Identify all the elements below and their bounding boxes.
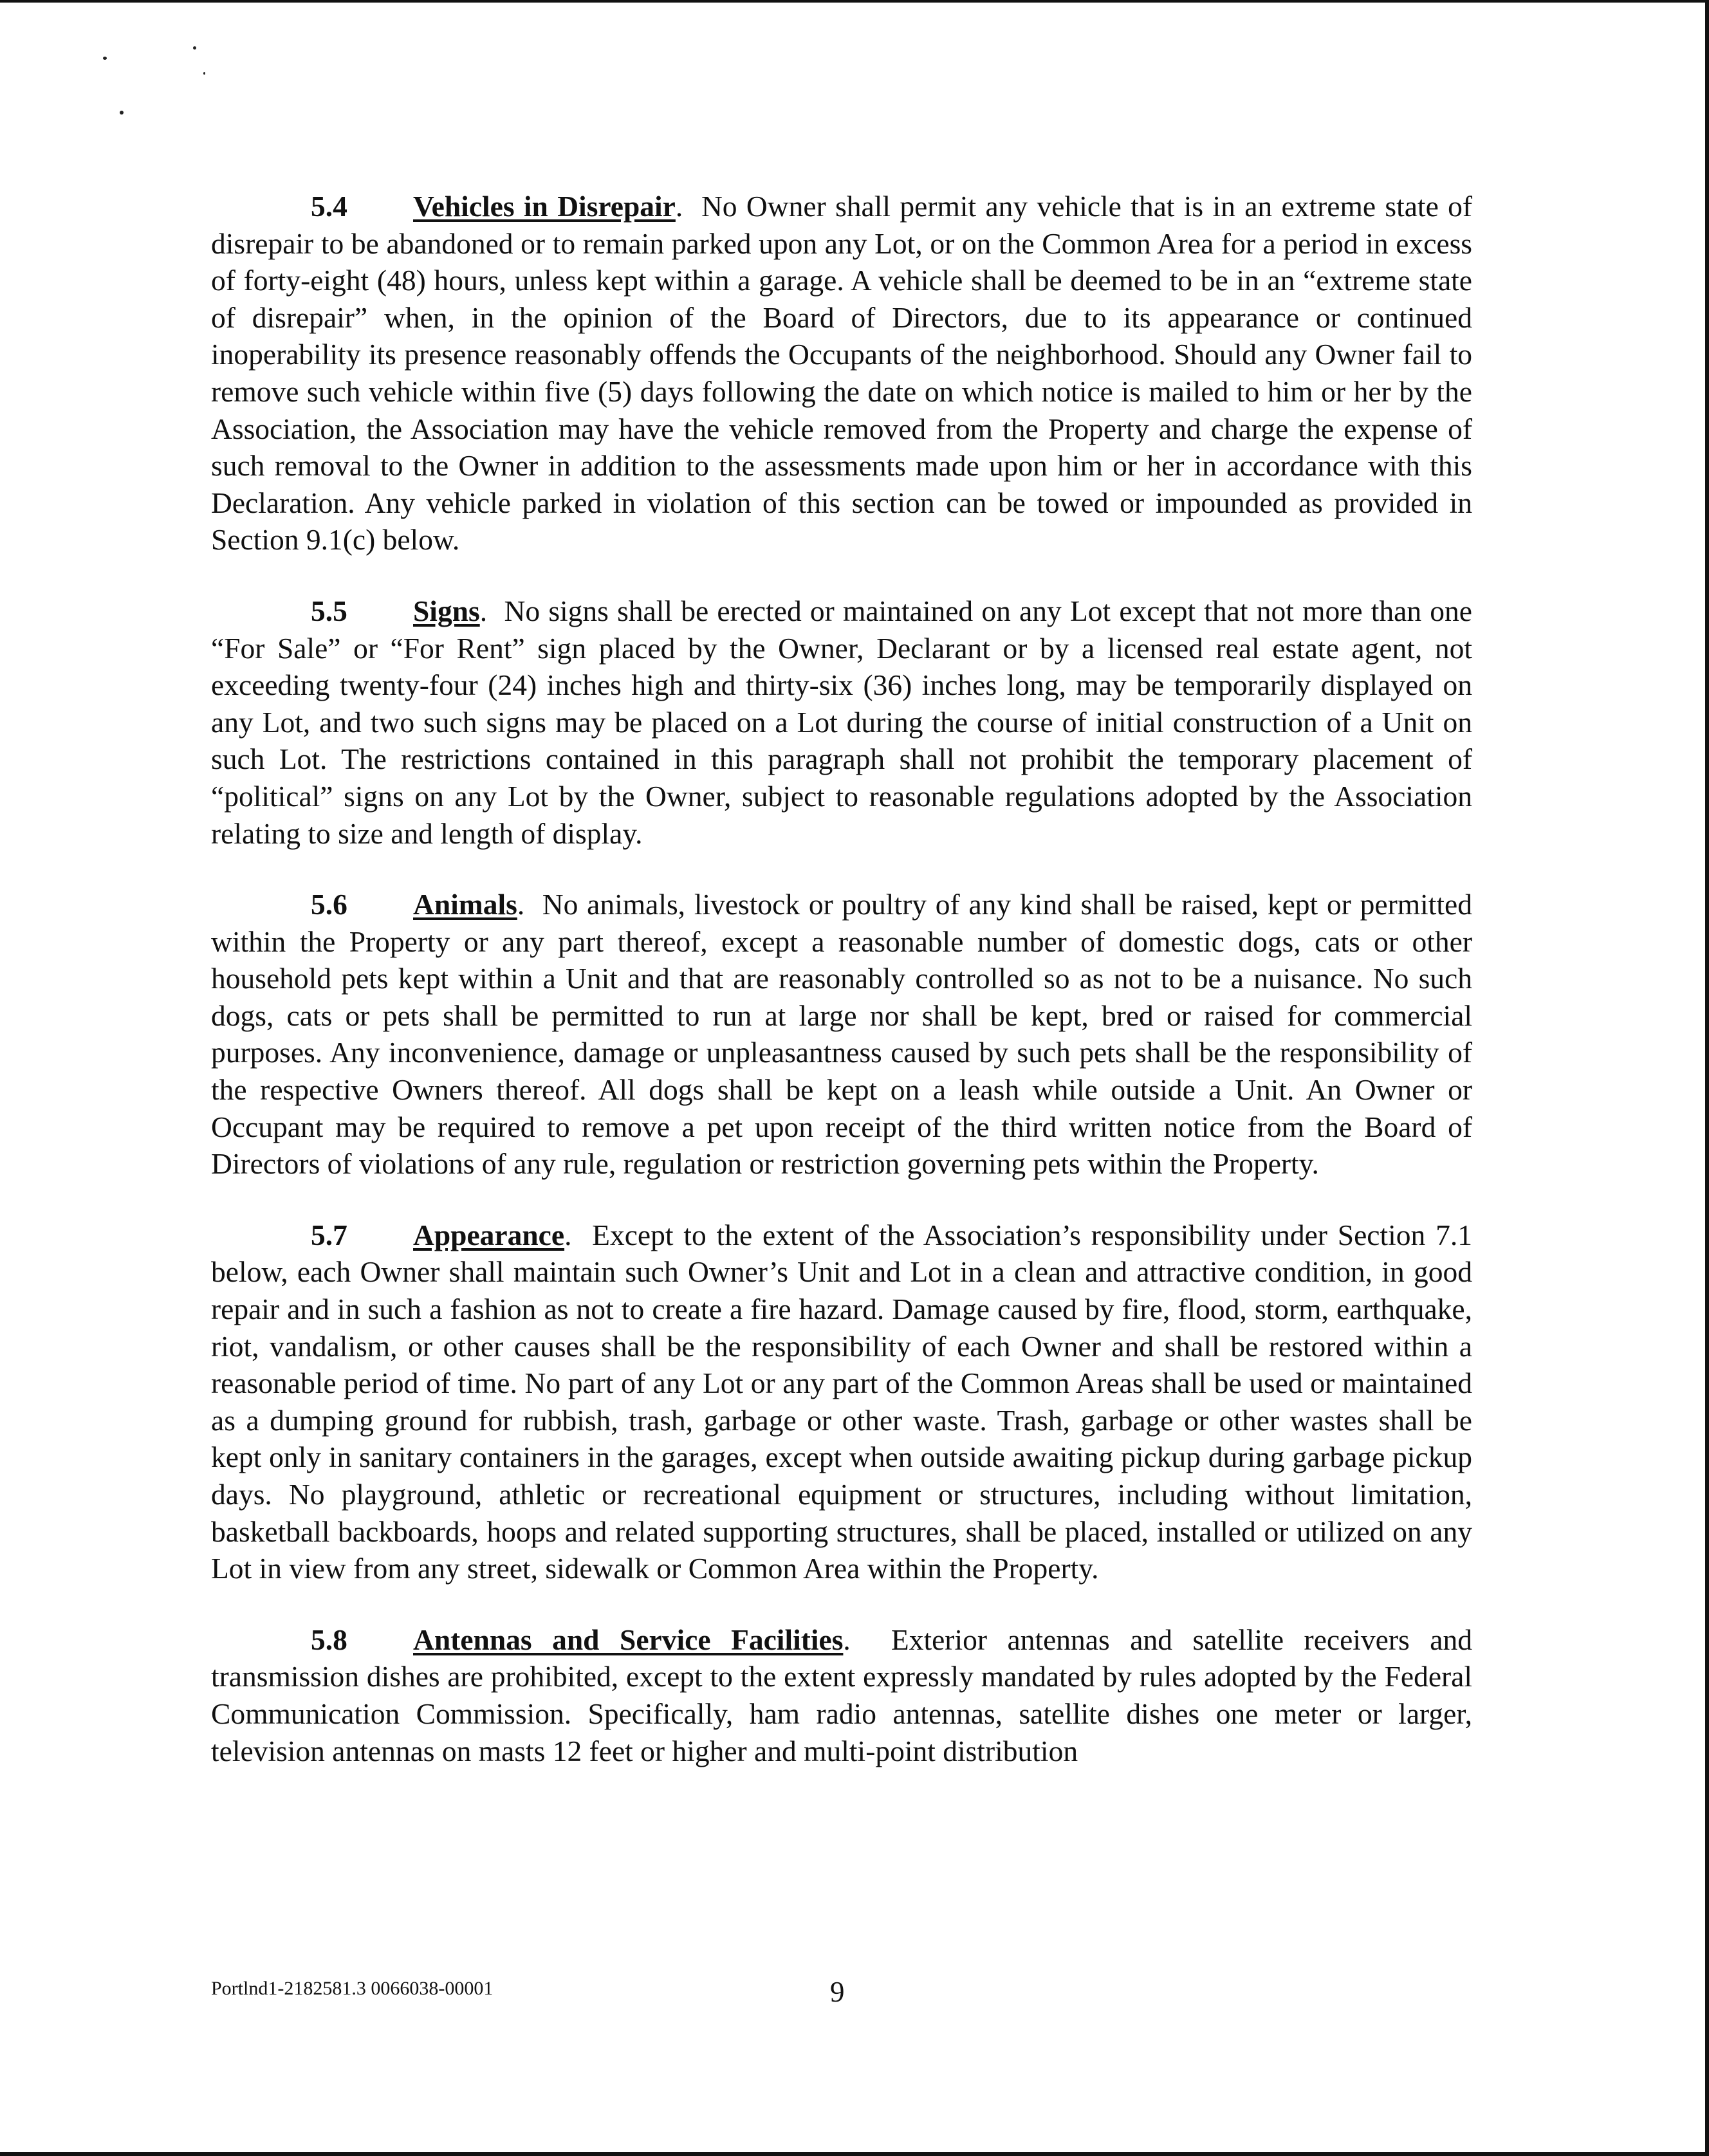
scan-edge-right bbox=[1705, 0, 1709, 2156]
section-5-5: 5.5 Signs. No signs shall be erected or maintained on any Lot except that not more than one “For Sale” or “For Rent” sign placed by the Owner, Declarant or by a licensed real estate agent, not exceeding twenty-four (24) inches high and thirty-six (36) inches long, may be temporarily displayed on any Lot, and two such signs may be placed on a Lot during the course of initial construction of a Unit on such Lot. The restrictions contained in this paragraph shall not prohibit the temporary placement of “political” signs on any Lot by the Owner, subject to reasonable regulations adopted by the Association relating to size and length of display. bbox=[211, 593, 1472, 852]
scan-edge-top bbox=[0, 0, 1709, 3]
section-5-4: 5.4 Vehicles in Disrepair. No Owner shall permit any vehicle that is in an extreme state of disrepair to be abandoned or to remain parked upon any Lot, or on the Common Area for a period in excess of forty-eight (48) hours, unless kept within a garage. A vehicle shall be deemed to be in an “extreme state of disrepair” when, in the opinion of the Board of Directors, due to its appearance or continued inoperability its presence reasonably offends the Occupants of the neighborhood. Should any Owner fail to remove such vehicle within five (5) days following the date on which notice is mailed to him or her by the Association, the Association may have the vehicle removed from the Property and charge the expense of such removal to the Owner in addition to the assessments made upon him or her in accordance with this Declaration. Any vehicle parked in violation of this section can be towed or impounded as provided in Section 9.1(c) below. bbox=[211, 188, 1472, 558]
section-5-6: 5.6 Animals. No animals, livestock or poultry of any kind shall be raised, kept or permitted within the Property or any part thereof, except a reasonable number of domestic dogs, cats or other household pets kept within a Unit and that are reasonably controlled so as not to be a nuisance. No such dogs, cats or pets shall be permitted to run at large nor shall be kept, bred or raised for commercial purposes. Any inconvenience, damage or unpleasantness caused by such pets shall be the responsibility of the respective Owners thereof. All dogs shall be kept on a leash while outside a Unit. An Owner or Occupant may be required to remove a pet upon receipt of the third written notice from the Board of Directors of violations of any rule, regulation or restriction governing pets within the Property. bbox=[211, 886, 1472, 1183]
section-text: No Owner shall permit any vehicle that is in an extreme state of disrepair to be abandoned or to remain parked upon any Lot, or on the Common Area for a period in excess of forty-eight (48) hours, unless kept within a garage. A vehicle shall be deemed to be in an “extreme state of disrepair” when, in the opinion of the Board of Directors, due to its appearance or continued inoperability its presence reasonably offends the Occupants of the neighborhood. Should any Owner fail to remove such vehicle within five (5) days following the date on which notice is mailed to him or her by the Association, the Association may have the vehicle removed from the Property and charge the expense of such removal to the Owner in addition to the assessments made upon him or her in accordance with this Declaration. Any vehicle parked in violation of this section can be towed or impounded as provided in Section 9.1(c) below. bbox=[211, 190, 1473, 557]
document-body bbox=[211, 188, 1472, 1803]
section-number: 5.7 bbox=[311, 1218, 347, 1251]
section-5-8: 5.8 Antennas and Service Facilities. Exterior antennas and satellite receivers and transmission dishes are prohibited, except to the extent expressly mandated by rules adopted by the Federal Communication Commission. Specifically, ham radio antennas, satellite dishes one meter or larger, television antennas on masts 12 feet or higher and multi-point distribution bbox=[211, 1621, 1472, 1769]
section-heading: Signs bbox=[413, 594, 480, 627]
section-number: 5.4 bbox=[311, 190, 347, 223]
section-number: 5.8 bbox=[311, 1623, 347, 1656]
section-text: No animals, livestock or poultry of any kind shall be raised, kept or permitted within the Property or any part thereof, except a reasonable number of domestic dogs, cats or other household pets kept within a Unit and that are reasonably controlled so as not to be a nuisance. No such dogs, cats or pets shall be permitted to run at large nor shall be kept, bred or raised for commercial purposes. Any inconvenience, damage or unpleasantness caused by such pets shall be the responsibility of the respective Owners thereof. All dogs shall be kept on a leash while outside a Unit. An Owner or Occupant may be required to remove a pet upon receipt of the third written notice from the Board of Directors of violations of any rule, regulation or restriction governing pets within the Property. bbox=[211, 888, 1472, 1181]
section-text: No signs shall be erected or maintained on any Lot except that not more than one “For Sale” or “For Rent” sign placed by the Owner, Declarant or by a licensed real estate agent, not exceeding twenty-four (24) inches high and thirty-six (36) inches long, may be temporarily displayed on any Lot, and two such signs may be placed on a Lot during the course of initial construction of a Unit on such Lot. The restrictions contained in this paragraph shall not prohibit the temporary placement of “political” signs on any Lot by the Owner, subject to reasonable regulations adopted by the Association relating to size and length of display. bbox=[211, 594, 1473, 850]
section-text: Except to the extent of the Association’s responsibility under Section 7.1 below, each Owner shall maintain such Owner’s Unit and Lot in a clean and attractive condition, in good repair and in such a fashion as not to create a fire hazard. Damage caused by fire, flood, storm, earthquake, riot, vandalism, or other causes shall be the responsibility of each Owner and shall be restored within a reasonable period of time. No part of any Lot or any part of the Common Areas shall be used or maintained as a dumping ground for rubbish, trash, garbage or other waste. Trash, garbage or other wastes shall be kept only in sanitary containers in the garages, except when outside awaiting pickup during garbage pickup days. No playground, athletic or recreational equipment or structures, including without limitation, basketball backboards, hoops and related supporting structures, shall be placed, installed or utilized on any Lot in view from any street, sidewalk or Common Area within the Property. bbox=[211, 1218, 1473, 1585]
section-5-7: 5.7 Appearance. Except to the extent of the Association’s responsibility under Section 7.1 below, each Owner shall maintain such Owner’s Unit and Lot in a clean and attractive condition, in good repair and in such a fashion as not to create a fire hazard. Damage caused by fire, flood, storm, earthquake, riot, vandalism, or other causes shall be the responsibility of each Owner and shall be restored within a reasonable period of time. No part of any Lot or any part of the Common Areas shall be used or maintained as a dumping ground for rubbish, trash, garbage or other waste. Trash, garbage or other wastes shall be kept only in sanitary containers in the garages, except when outside awaiting pickup during garbage pickup days. No playground, athletic or recreational equipment or structures, including without limitation, basketball backboards, hoops and related supporting structures, shall be placed, installed or utilized on any Lot in view from any street, sidewalk or Common Area within the Property. bbox=[211, 1217, 1472, 1587]
scan-edge-bottom bbox=[0, 2152, 1709, 2156]
section-heading: Antennas and Service Facilities bbox=[413, 1623, 844, 1656]
section-heading: Appearance bbox=[413, 1218, 565, 1251]
section-heading: Vehicles in Disrepair bbox=[413, 190, 676, 223]
scan-speck bbox=[103, 57, 107, 60]
section-number: 5.5 bbox=[311, 594, 347, 627]
scan-speck bbox=[203, 72, 205, 75]
page-number: 9 bbox=[830, 1976, 845, 2008]
section-number: 5.6 bbox=[311, 888, 347, 921]
section-heading: Animals bbox=[413, 888, 517, 921]
scan-speck bbox=[193, 46, 196, 50]
section-text: Exterior antennas and satellite receivers and transmission dishes are prohibited, except to the extent expressly mandated by rules adopted by the Federal Communication Commission. Specifically, ham radio antennas, satellite dishes one meter or larger, television antennas on masts 12 feet or higher and multi-point distribution bbox=[211, 1623, 1472, 1767]
scan-speck bbox=[120, 111, 124, 115]
footer-document-id: Portlnd1-2182581.3 0066038-00001 bbox=[211, 1978, 494, 1999]
